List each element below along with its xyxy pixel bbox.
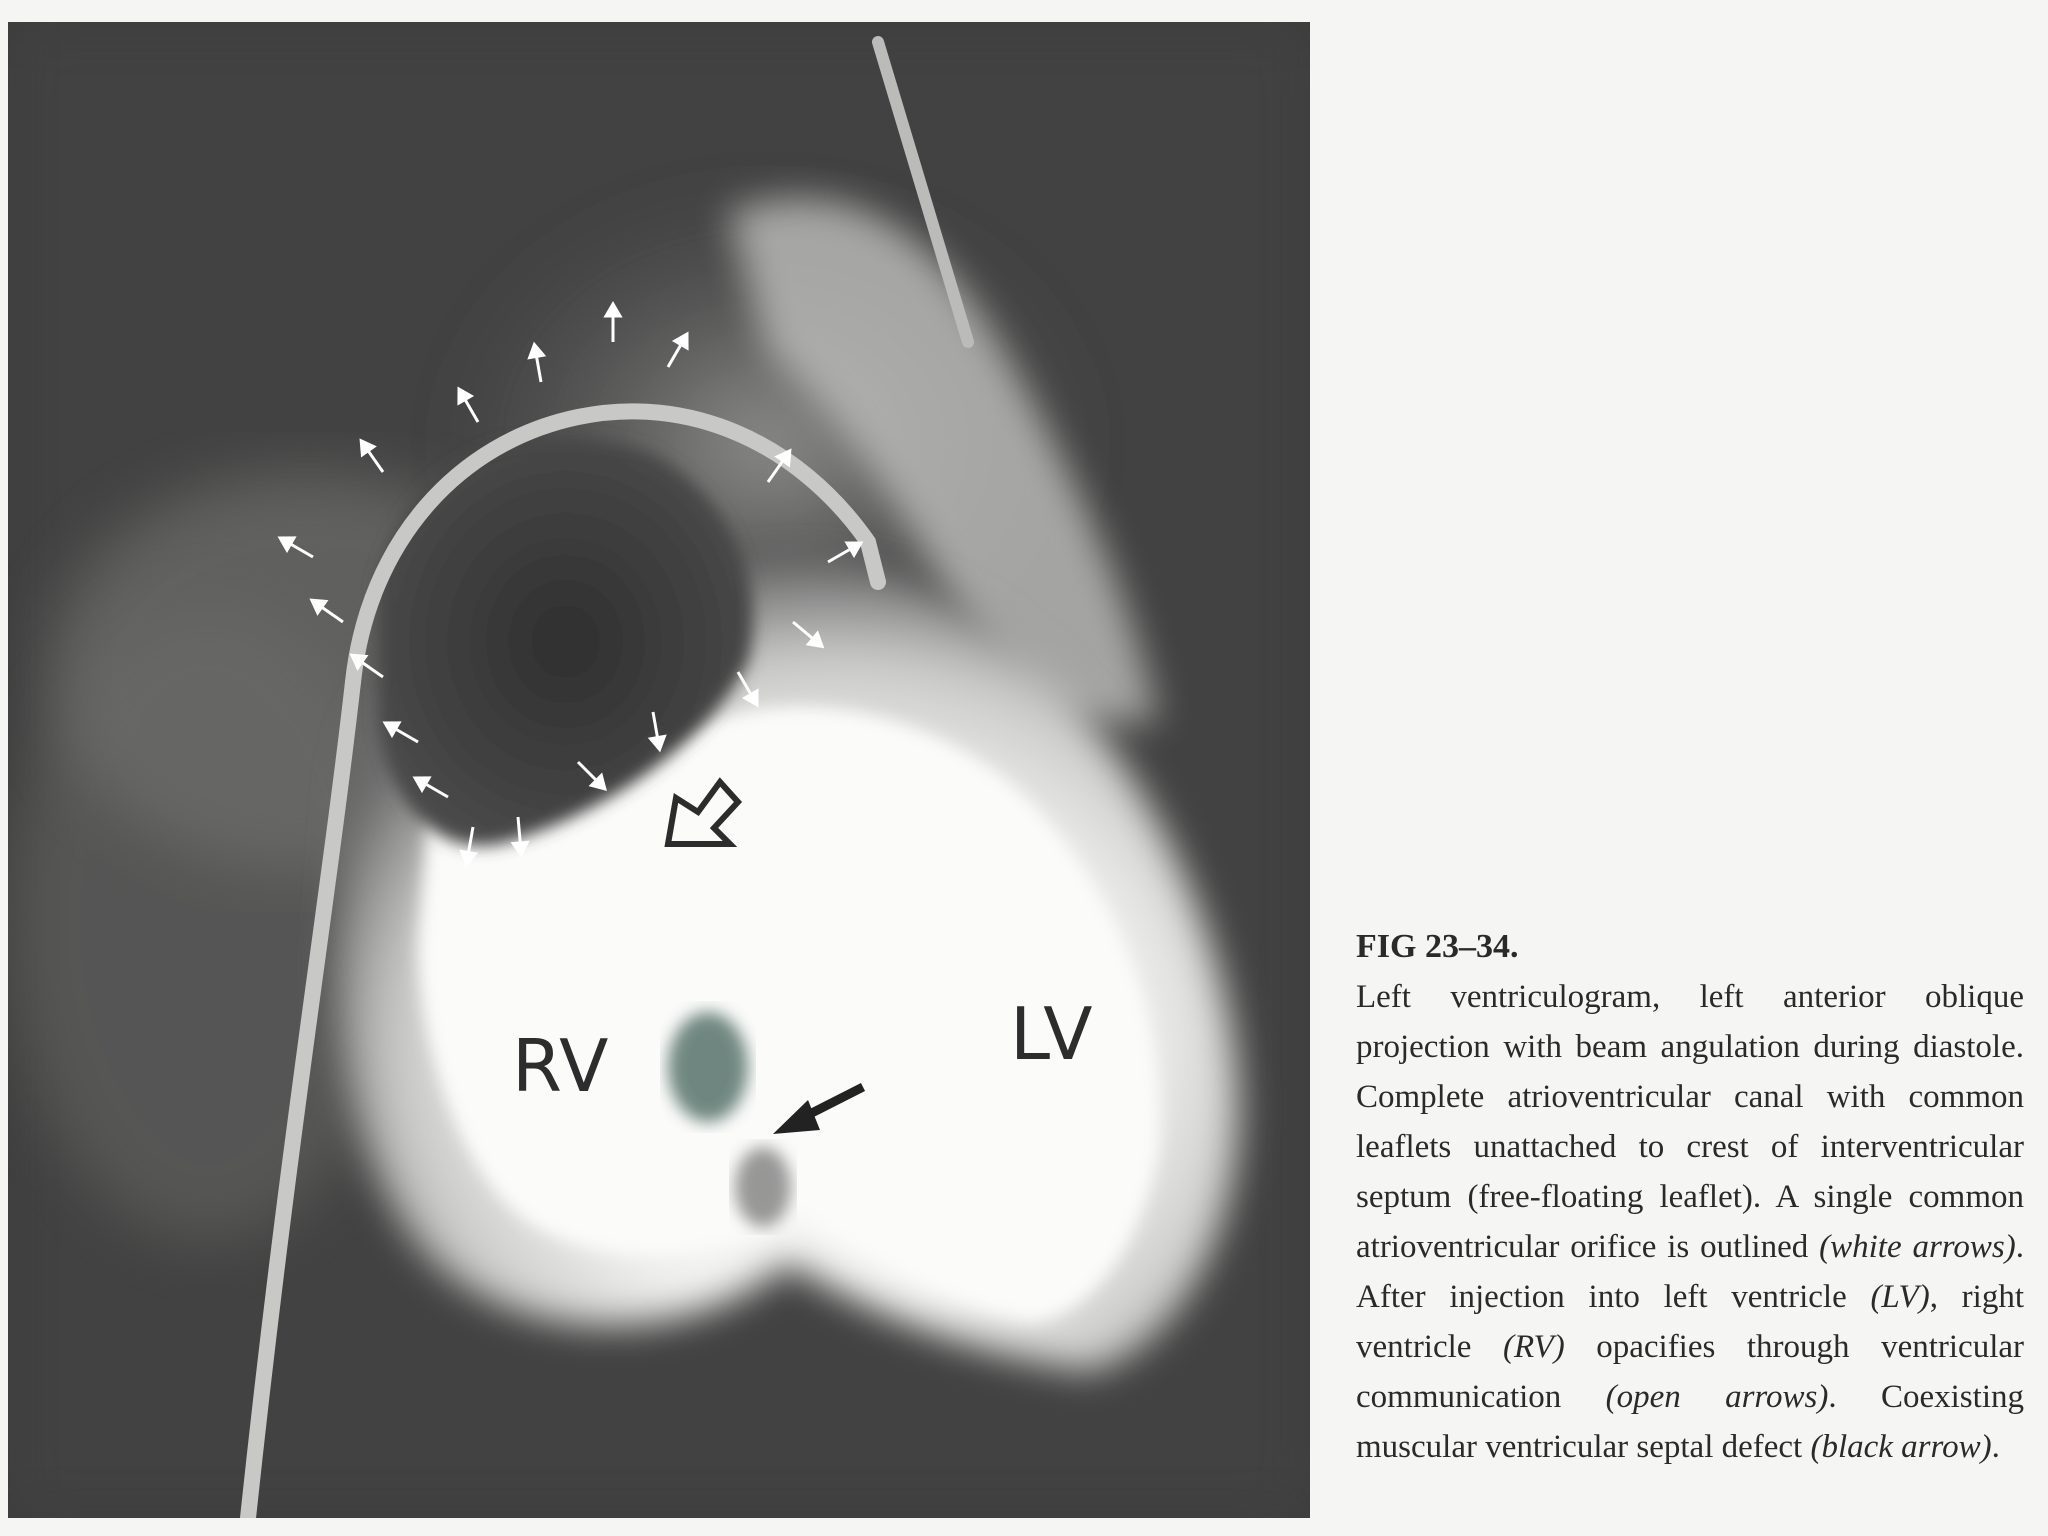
rv-label: RV	[512, 1024, 610, 1108]
figure-caption	[1356, 922, 2024, 1472]
caption-rv: (RV)	[1502, 1329, 1565, 1365]
caption-body	[1356, 972, 2024, 1472]
caption-text-6: .	[1991, 1429, 2000, 1465]
lv-label: LV	[1010, 992, 1094, 1076]
caption-lv: (LV)	[1870, 1279, 1930, 1315]
caption-text-3: , right ventricle	[1356, 1279, 2024, 1365]
caption-text-4: opacifies through ventricular communication	[1356, 1329, 2024, 1415]
caption-open-arrows: (open arrows)	[1605, 1379, 1829, 1415]
caption-text-5: . Coexisting muscular ventricular septal defect	[1356, 1379, 2024, 1465]
caption-white-arrows: (white arrows)	[1819, 1229, 2016, 1265]
figure-number: FIG 23–34.	[1356, 928, 1519, 965]
caption-text-2: . After injection into left ventricle	[1356, 1229, 2025, 1315]
angiogram-illustration	[8, 22, 1310, 1518]
caption-text-1: Left ventriculogram, left anterior oblique projection with beam angulation during diastole. Complete atrioventricular canal with common leaflets unattached to crest of interventricular septum (free-floating leaflet). A single common atrioventricular orifice is outlined	[1356, 979, 2024, 1265]
ventriculogram-image	[8, 22, 1310, 1518]
caption-black-arrow: (black arrow)	[1810, 1429, 1992, 1465]
